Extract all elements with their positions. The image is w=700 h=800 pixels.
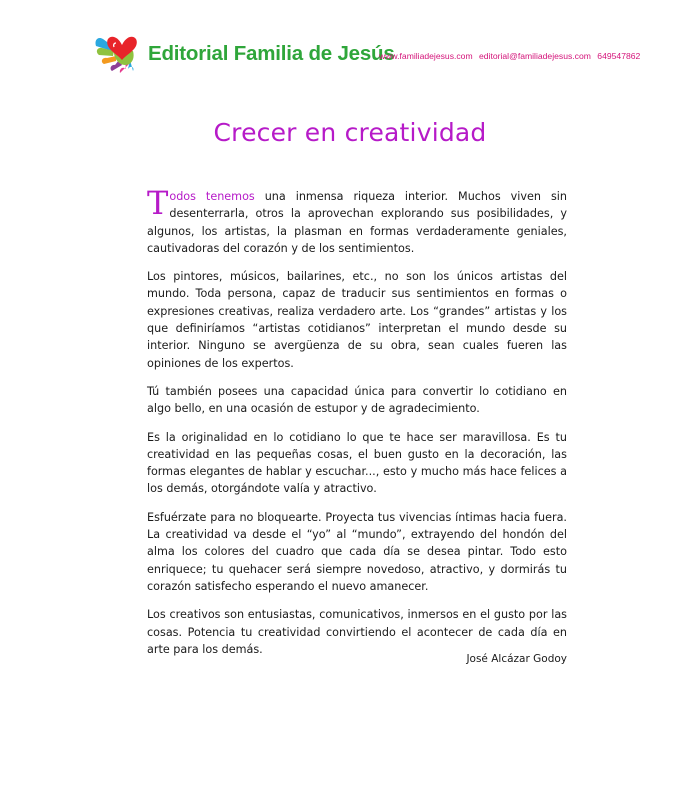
paragraph-1-text: una inmensa riqueza interior. Muchos viven sin desenterrarla, otros la aprovechan explorando sus posibilidades, y algunos, los artistas, la plasman en formas verdaderamente geniales, cautivadoras del corazón y de los sentimientos. (147, 190, 567, 255)
paragraph-4: Es la originalidad en lo cotidiano lo que te hace ser maravillosa. Es tu creatividad en las pequeñas cosas, el buen gusto en la decoración, las formas elegantes de hablar y escuchar..., esto y mucho más hace felices a los demás, otorgándote valía y atractivo. (147, 430, 567, 496)
drop-cap: T (147, 184, 169, 222)
paragraph-1 (147, 184, 567, 257)
paragraph-6: Los creativos son entusiastas, comunicativos, inmersos en el gusto por las cosas. Potencia tu creatividad convirtiendo el acontecer de cada día en arte para los demás. (147, 608, 567, 656)
paragraph-5: Esfuérzate para no bloquearte. Proyecta tus vivencias íntimas hacia fuera. La creatividad va desde el “yo” al “mundo”, extrayendo del hondón del alma los colores del cuadro que cada día se desea pintar. Todo esto enriquece; tu quehacer será siempre novedoso, atractivo, y dormirás tu corazón satisfecho esperando el nuevo amanecer. (147, 510, 567, 593)
paragraph-2: Los pintores, músicos, bailarines, etc., no son los únicos artistas del mundo. Toda persona, capaz de traducir sus sentimientos en formas o expresiones creativas, realiza verdadero arte. Los “grandes” artistas y los que definiríamos “artistas cotidianos” interpretan el mundo desde su interior. Ninguno se avergüenza de su obra, sean cuales fueren las opiniones de los expertos. (147, 270, 567, 370)
contact-info (379, 51, 644, 61)
email-link[interactable]: editorial@familiadejesus.com (479, 51, 591, 61)
phone-number: 649547862 (597, 51, 641, 61)
website-link[interactable]: www.familiadejesus.com (379, 51, 473, 61)
paragraph-3: Tú también posees una capacidad única para convertir lo cotidiano en algo bello, en una ocasión de estupor y de agradecimiento. (147, 384, 567, 416)
header (92, 20, 641, 80)
brand-name: Editorial Familia de Jesús (148, 42, 395, 65)
hands-heart-logo-icon (92, 20, 150, 78)
lead-words: odos tenemos (169, 190, 255, 203)
author-signature: José Alcázar Godoy (466, 653, 567, 665)
page-title: Crecer en creatividad (213, 118, 487, 147)
article-body (147, 184, 567, 669)
